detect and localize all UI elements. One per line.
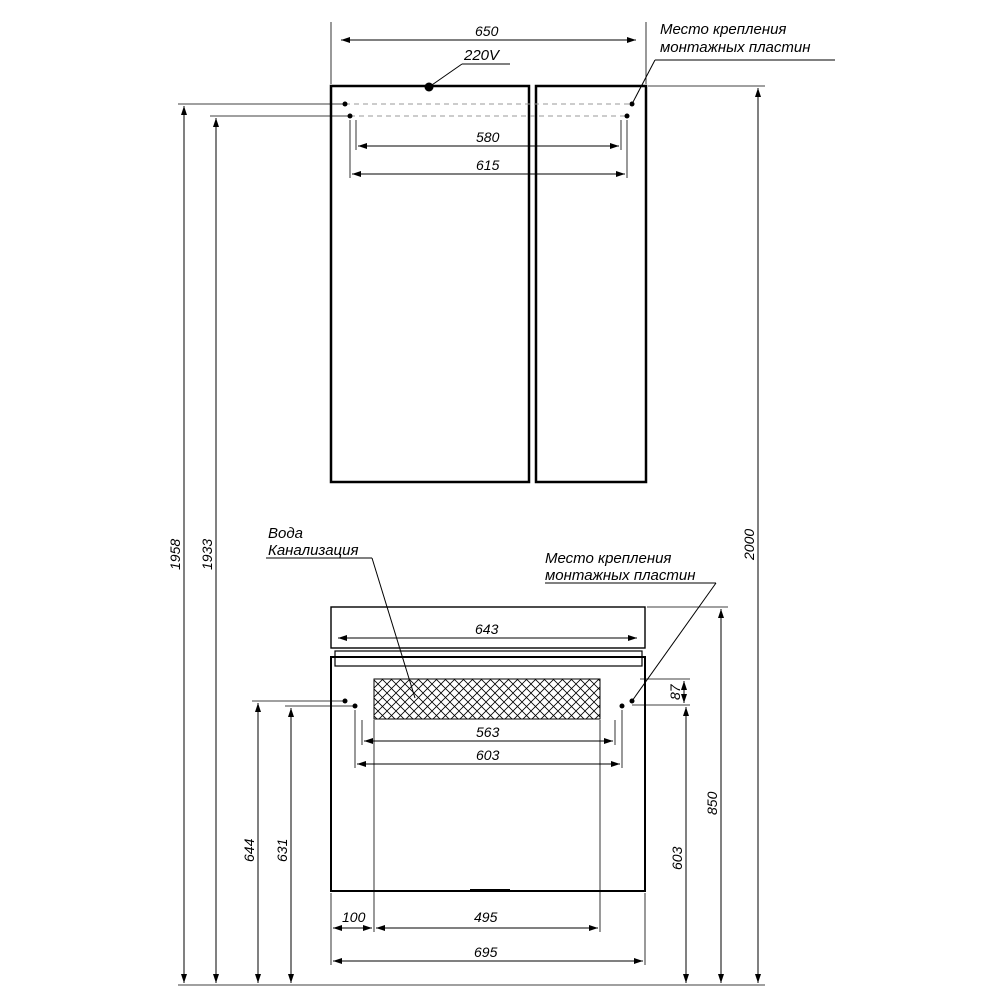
height-631-dim: 631 — [274, 838, 290, 862]
vanity-mount-offset-dim: 87 — [667, 684, 683, 700]
height-1958-dim: 1958 — [167, 538, 183, 570]
utilities-label-line2: Канализация — [268, 542, 359, 559]
height-dimensions — [167, 86, 765, 985]
utility-width-dim: 495 — [474, 909, 498, 925]
height-644-dim: 644 — [241, 838, 257, 862]
mount-point — [620, 704, 625, 709]
mirror-cabinet — [331, 21, 835, 482]
utilities-label-line1: Вода — [268, 525, 303, 542]
vanity-mount-outer-dim: 603 — [476, 747, 500, 763]
mirror-cabinet-right-door — [536, 86, 646, 482]
vanity — [266, 525, 716, 965]
mirror-mount-label-line2: монтажных пластин — [660, 39, 811, 56]
mount-point — [625, 114, 630, 119]
height-603-dim: 603 — [669, 846, 685, 870]
height-850-dim: 850 — [704, 791, 720, 815]
vanity-mount-inner-dim: 563 — [476, 724, 500, 740]
height-1933-dim: 1933 — [199, 538, 215, 570]
mirror-cabinet-left-door — [331, 86, 529, 482]
mirror-mount-outer-dim: 615 — [476, 157, 500, 173]
mirror-mount-inner-dim: 580 — [476, 129, 500, 145]
height-2000-dim: 2000 — [741, 528, 757, 560]
mirror-mount-label-line1: Место крепления — [660, 21, 787, 38]
mount-point — [343, 102, 348, 107]
mirror-width-dim: 650 — [475, 23, 499, 39]
vanity-total-width-dim: 695 — [474, 944, 498, 960]
mount-point — [353, 704, 358, 709]
vanity-top-width-dim: 643 — [475, 621, 499, 637]
utility-opening — [374, 679, 600, 719]
mount-point — [343, 699, 348, 704]
vanity-handle-strip — [335, 651, 642, 666]
utility-left-offset-dim: 100 — [342, 909, 366, 925]
mount-point — [348, 114, 353, 119]
power-label: 220V — [464, 47, 500, 64]
vanity-mount-label-line2: монтажных пластин — [545, 567, 696, 584]
vanity-mount-label-line1: Место крепления — [545, 550, 672, 567]
